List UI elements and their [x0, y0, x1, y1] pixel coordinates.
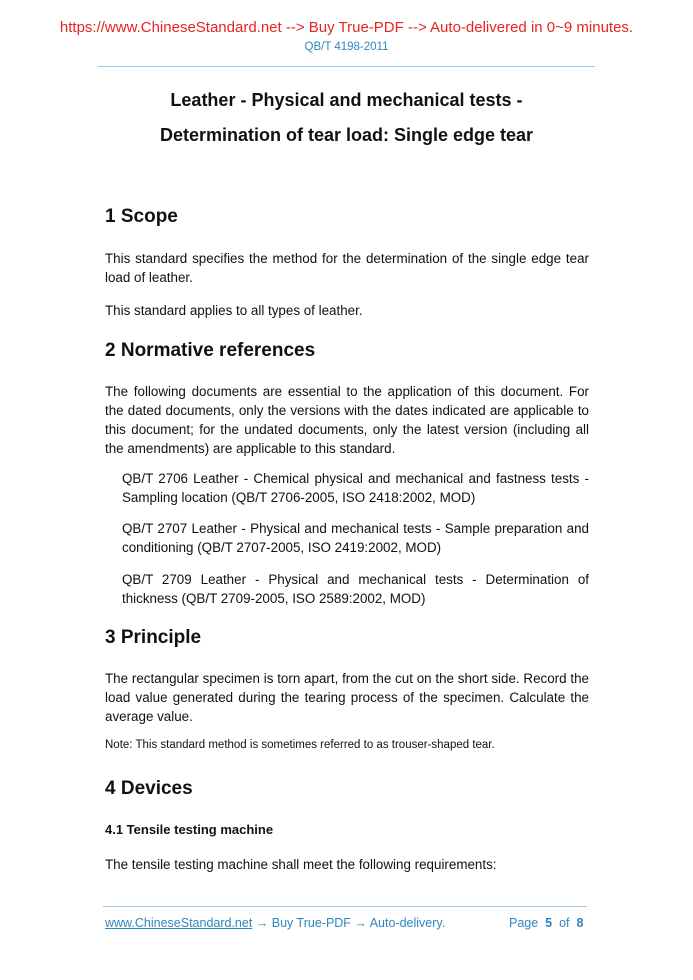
footer-promo	[105, 916, 445, 930]
reference-item: QB/T 2707 Leather - Physical and mechanical tests - Sample preparation and conditioning (QB/T 2707-2005, ISO 2419:2002, MOD)	[122, 521, 589, 555]
page-label: Page	[509, 916, 539, 930]
reference-item: QB/T 2709 Leather - Physical and mechanical tests - Determination of thickness (QB/T 2709-2005, ISO 2589:2002, MOD)	[122, 572, 589, 606]
reference-item: QB/T 2706 Leather - Chemical physical and mechanical and fastness tests - Sampling location (QB/T 2706-2005, ISO 2418:2002, MOD)	[122, 471, 589, 505]
footer-tagline: → Buy True-PDF → Auto-delivery.	[252, 916, 446, 930]
page-number	[509, 916, 583, 930]
heading-normative-references: 2 Normative references	[105, 340, 316, 361]
subheading-tensile-machine: 4.1 Tensile testing machine	[105, 822, 274, 837]
principle-note: Note: This standard method is sometimes referred to as trouser-shaped tear.	[105, 739, 495, 751]
normative-paragraph: The following documents are essential to the application of this document. For the dated documents, only the versions with the dates indicated are applicable to this document; for the undated documents, only the latest version (including all the amendments) are applicable to this standard.	[105, 384, 589, 456]
devices-paragraph: The tensile testing machine shall meet the following requirements:	[105, 857, 497, 872]
header-divider	[98, 66, 595, 67]
heading-scope: 1 Scope	[105, 206, 178, 227]
title-line-2: Determination of tear load: Single edge tear	[159, 125, 534, 145]
promo-banner[interactable]: https://www.ChineseStandard.net --> Buy True-PDF --> Auto-delivered in 0~9 minutes.	[59, 19, 634, 36]
of-label: of	[559, 916, 570, 930]
heading-devices: 4 Devices	[105, 778, 193, 799]
title-line-1: Leather - Physical and mechanical tests -	[170, 90, 523, 110]
footer-divider	[103, 906, 587, 907]
scope-paragraph-2: This standard applies to all types of leather.	[105, 303, 363, 318]
standard-code: QB/T 4198-2011	[304, 41, 389, 53]
principle-paragraph: The rectangular specimen is torn apart, from the cut on the short side. Record the load value generated during the tearing process of the specimen. Calculate the average value.	[105, 671, 589, 724]
page-current: 5	[545, 916, 553, 930]
heading-principle: 3 Principle	[105, 627, 202, 648]
footer-link[interactable]: www.ChineseStandard.net	[105, 916, 253, 930]
scope-paragraph-1: This standard specifies the method for the determination of the single edge tear load of leather.	[105, 251, 589, 285]
page-total: 8	[576, 916, 584, 930]
